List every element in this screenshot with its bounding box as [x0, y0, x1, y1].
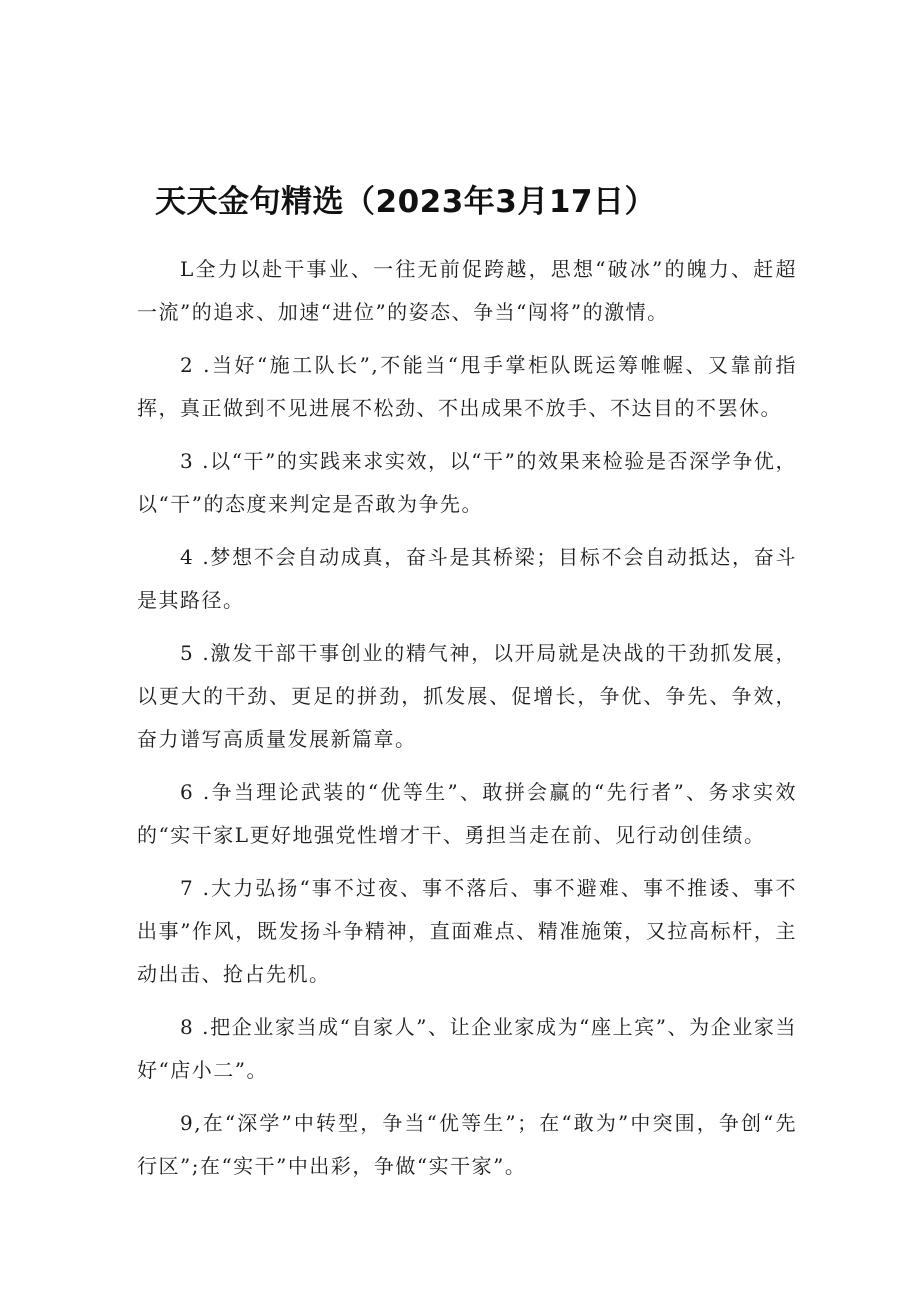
quote-item-7: 7 .大力弘扬“事不过夜、事不落后、事不避难、事不推诿、事不出事”作风，既发扬斗争精神，直面难点、精准施策，又拉高标杆，主动出击、抢占先机。: [137, 876, 797, 986]
quote-item-4: 4 .梦想不会自动成真，奋斗是其桥梁；目标不会自动抵达，奋斗是其路径。: [137, 545, 797, 612]
quote-item-9: 9,在“深学”中转型，争当“优等生”；在“敢为”中突围，争创“先行区”;在“实干”中出彩，争做“实干家”。: [137, 1111, 797, 1178]
quote-item-3: 3 .以“干”的实践来求实效，以“干”的效果来检验是否深学争优，以“干”的态度来判定是否敢为争先。: [137, 449, 797, 516]
quote-item-8: 8 .把企业家当成“自家人”、让企业家成为“座上宾”、为企业家当好“店小二”。: [137, 1015, 797, 1082]
quote-item-6: 6 .争当理论武装的“优等生”、敢拼会赢的“先行者”、务求实效的“实干家L更好地强党性增才干、勇担当走在前、见行动创佳绩。: [137, 780, 797, 847]
quote-item-2: 2 .当好“施工队长”,不能当“甩手掌柜队既运筹帷幄、又靠前指挥，真正做到不见进展不松劲、不出成果不放手、不达目的不罢休。: [137, 353, 797, 420]
document-title: 天天金句精选（2023年3月17日）: [155, 183, 656, 220]
quote-list: [137, 248, 797, 1198]
quote-item-5: 5 .激发干部干事创业的精气神，以开局就是决战的干劲抓发展，以更大的干劲、更足的拼劲，抓发展、促增长，争优、争先、争效，奋力谱写高质量发展新篇章。: [137, 641, 797, 751]
quote-item-1: L全力以赴干事业、一往无前促跨越，思想“破冰”的魄力、赶超一流”的追求、加速“进位”的姿态、争当“闯将”的激情。: [137, 257, 797, 324]
